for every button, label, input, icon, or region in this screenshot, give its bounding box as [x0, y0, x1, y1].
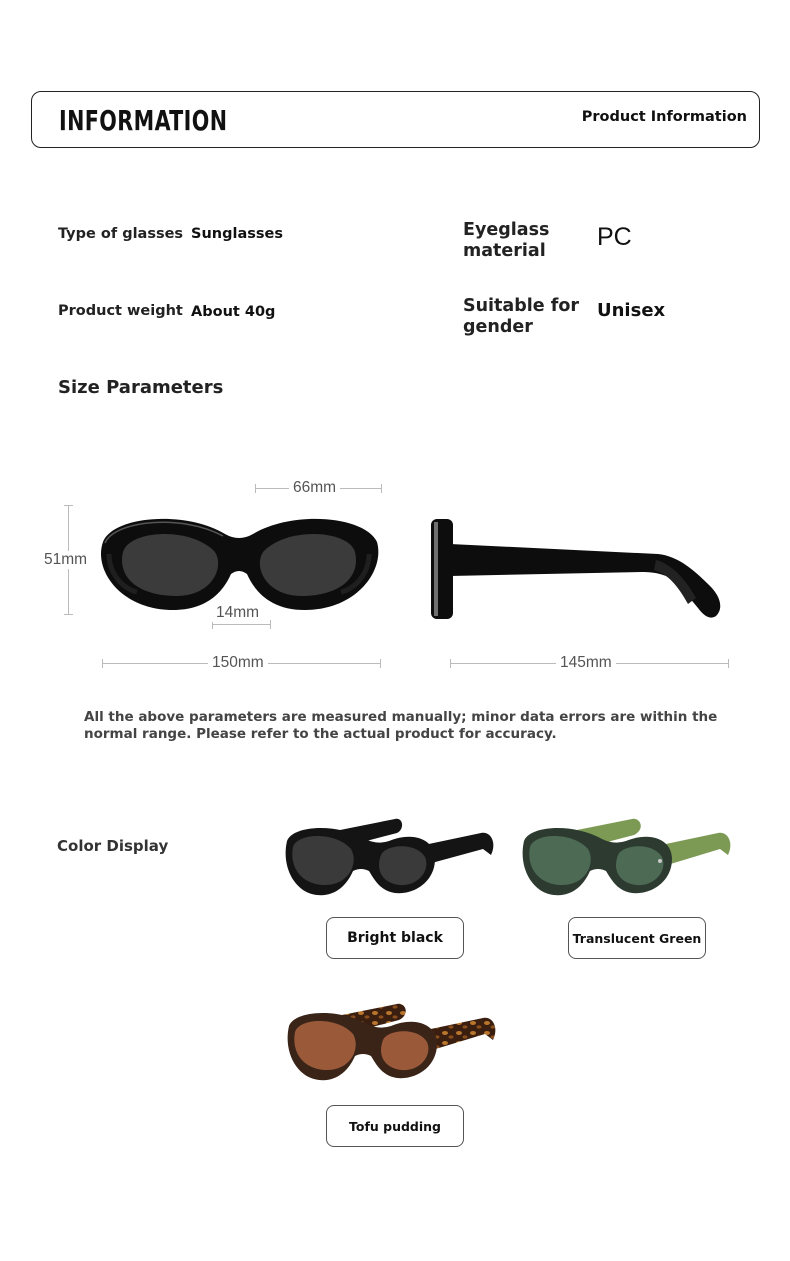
- color-option-translucent-green[interactable]: [568, 917, 706, 959]
- weight-value: About 40g: [191, 304, 276, 320]
- temple-length-tick-left: [450, 659, 451, 668]
- material-label-line2: material: [463, 241, 546, 261]
- header-box: [31, 91, 760, 148]
- color-option-bright-black-label: Bright black: [347, 930, 443, 946]
- type-value: Sunglasses: [191, 226, 283, 242]
- size-parameters-title: Size Parameters: [58, 377, 224, 398]
- gender-value: Unisex: [597, 300, 666, 321]
- color-option-tofu-pudding[interactable]: [326, 1105, 464, 1147]
- glasses-tofu-pudding-image: [287, 1000, 499, 1084]
- glasses-side-image: [428, 516, 724, 622]
- bridge-line: [212, 624, 270, 625]
- temple-length-label: 145mm: [556, 654, 616, 672]
- gender-label-line1: Suitable for: [463, 296, 579, 316]
- glasses-translucent-green-image: [522, 815, 734, 899]
- material-value: PC: [597, 223, 632, 251]
- type-label: Type of glasses: [58, 226, 184, 242]
- page-subtitle: Product Information: [581, 109, 747, 125]
- bridge-tick-right: [270, 620, 271, 629]
- material-label-line1: Eyeglass: [463, 220, 550, 240]
- height-tick-top: [64, 505, 73, 506]
- temple-length-tick-right: [728, 659, 729, 668]
- color-option-bright-black[interactable]: [326, 917, 464, 959]
- height-label: 51mm: [40, 551, 91, 569]
- frame-width-tick-left: [102, 659, 103, 668]
- color-option-tofu-pudding-label: Tofu pudding: [348, 1118, 442, 1134]
- weight-label: Product weight: [58, 303, 183, 319]
- glasses-bright-black-image: [285, 815, 497, 899]
- color-option-translucent-green-label: Translucent Green: [572, 930, 702, 946]
- frame-width-tick-right: [380, 659, 381, 668]
- color-display-title: Color Display: [57, 837, 169, 855]
- lens-width-label: 66mm: [289, 479, 340, 497]
- frame-width-label: 150mm: [208, 654, 268, 672]
- bridge-label: 14mm: [212, 604, 263, 622]
- lens-width-tick-right: [381, 484, 382, 493]
- measurement-note: All the above parameters are measured manually; minor data errors are within the normal range. Please refer to the actual product for accuracy.: [84, 709, 718, 742]
- height-tick-bottom: [64, 614, 73, 615]
- gender-label-line2: gender: [463, 317, 533, 337]
- page-title: INFORMATION: [59, 104, 228, 137]
- lens-width-tick-left: [255, 484, 256, 493]
- glasses-front-image: [95, 512, 383, 612]
